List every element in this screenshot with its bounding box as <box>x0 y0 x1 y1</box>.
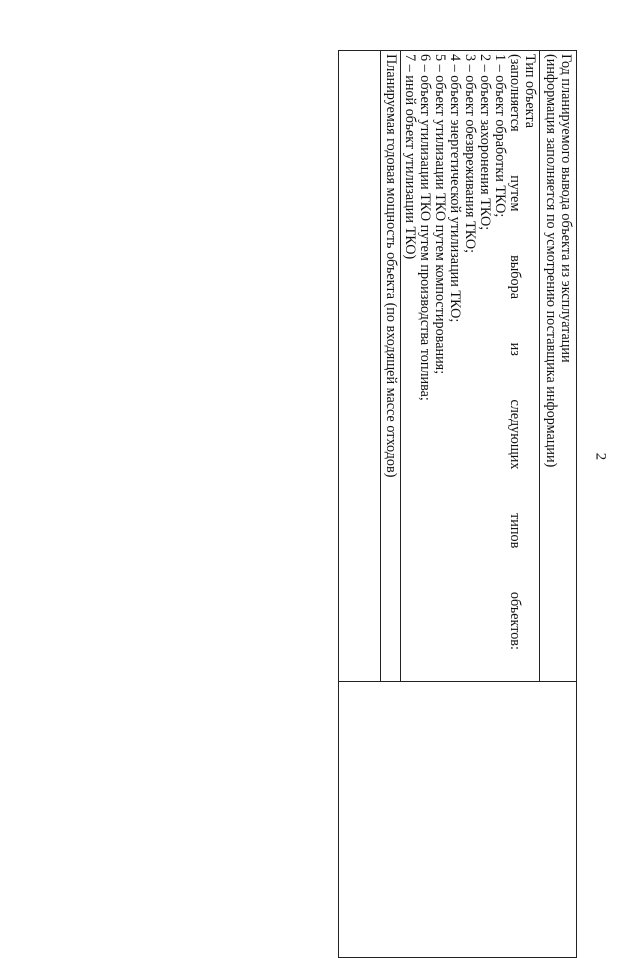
object-type-item: 4 – объект энергетической утилизации ТКО; <box>447 54 463 323</box>
row-divider <box>539 50 540 682</box>
object-type-item: 7 – иной объект утилизации ТКО) <box>402 54 418 260</box>
decommission-note: (информация заполняется по усмотрению поставщика информации) <box>543 54 559 468</box>
object-type-item: 6 – объект утилизации ТКО путем производства топлива; <box>417 54 433 401</box>
intro-word: выбора <box>507 255 523 299</box>
intro-word: (заполняется <box>507 54 523 132</box>
intro-word: объектов: <box>507 591 523 650</box>
capacity-label: Планируемая годовая мощность объекта (по входящей массе отходов) <box>383 54 399 478</box>
object-type-item: 1 – объект обработки ТКО; <box>492 54 508 218</box>
decommission-year-label: Год планируемого вывода объекта из эксплуатации <box>558 54 574 363</box>
intro-word: следующих <box>507 399 523 470</box>
object-type-title: Тип объекта <box>522 54 538 129</box>
row-divider <box>400 50 401 682</box>
row-divider <box>380 50 381 682</box>
intro-word: типов <box>507 513 523 549</box>
page-number: 2 <box>592 452 609 461</box>
value-column <box>338 682 577 958</box>
object-type-item: 5 – объект утилизации ТКО путем компостирования; <box>432 54 448 375</box>
intro-word: из <box>507 342 523 356</box>
object-type-item: 2 – объект захоронения ТКО; <box>477 54 493 231</box>
object-type-intro <box>507 54 522 650</box>
object-type-item: 3 – объект обезвреживания ТКО; <box>462 54 478 254</box>
intro-word: путем <box>507 175 523 212</box>
rotated-table <box>338 50 577 650</box>
